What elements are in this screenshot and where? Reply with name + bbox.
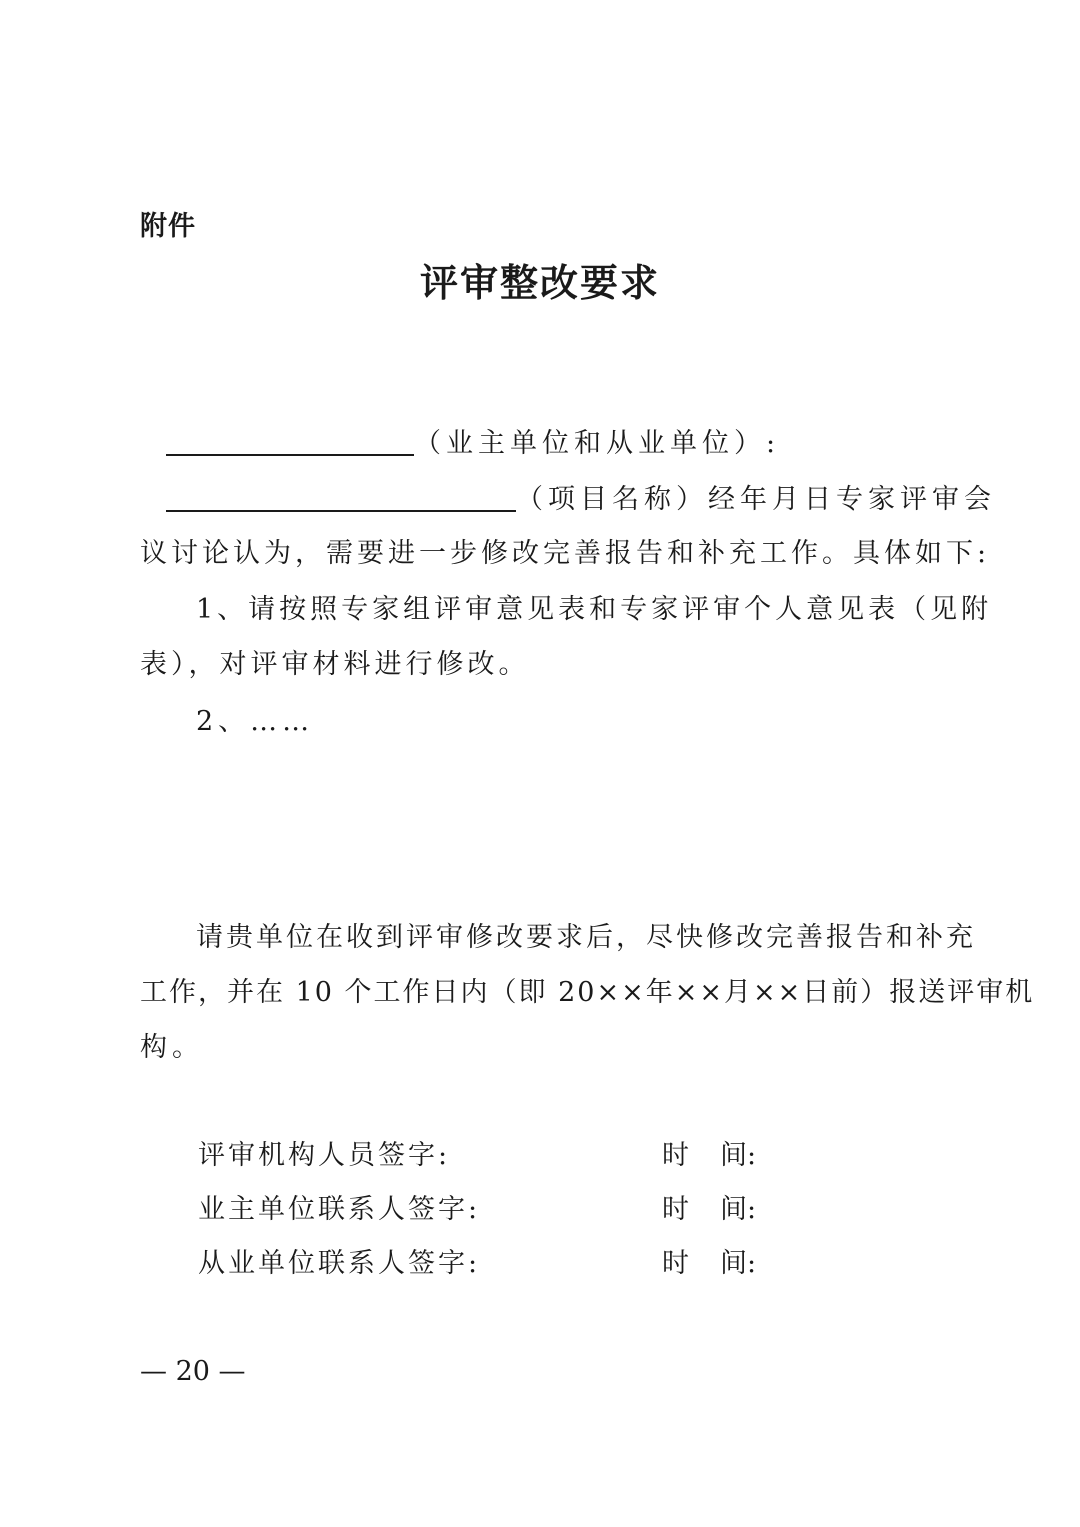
item1-line1: 1、请按照专家组评审意见表和专家评审个人意见表（见附	[196, 594, 993, 625]
signature-label-review-agency: 评审机构人员签字:	[198, 1140, 451, 1171]
attachment-label: 附件	[140, 211, 196, 242]
page-number: — 20 —	[140, 1356, 246, 1387]
project-line-suffix: （项目名称）经年月日专家评审会	[516, 484, 996, 515]
paragraph1-line2: 议讨论认为，需要进一步修改完善报告和补充工作。具体如下:	[140, 538, 991, 569]
closing-line3: 构。	[140, 1032, 204, 1063]
signature-label-owner-unit: 业主单位联系人签字:	[198, 1194, 481, 1225]
item1-line2: 表），对评审材料进行修改。	[140, 649, 530, 680]
project-line	[166, 480, 996, 520]
closing-line2: 工作，并在 10 个工作日内（即 20××年××月××日前）报送评审机	[140, 977, 1035, 1008]
salutation-line	[166, 424, 780, 464]
item2: 2、……	[196, 706, 315, 737]
closing-line1: 请贵单位在收到评审修改要求后，尽快修改完善报告和补充	[196, 922, 976, 953]
signature-time-review-agency: 时 间:	[662, 1140, 757, 1171]
organization-blank	[166, 424, 414, 456]
signature-time-owner-unit: 时 间:	[662, 1194, 757, 1225]
salutation-suffix: （业主单位和从业单位）:	[414, 428, 781, 459]
document-title: 评审整改要求	[419, 261, 660, 305]
signature-label-practitioner-unit: 从业单位联系人签字:	[198, 1248, 481, 1279]
signature-time-practitioner-unit: 时 间:	[662, 1248, 757, 1279]
project-name-blank	[166, 480, 516, 512]
